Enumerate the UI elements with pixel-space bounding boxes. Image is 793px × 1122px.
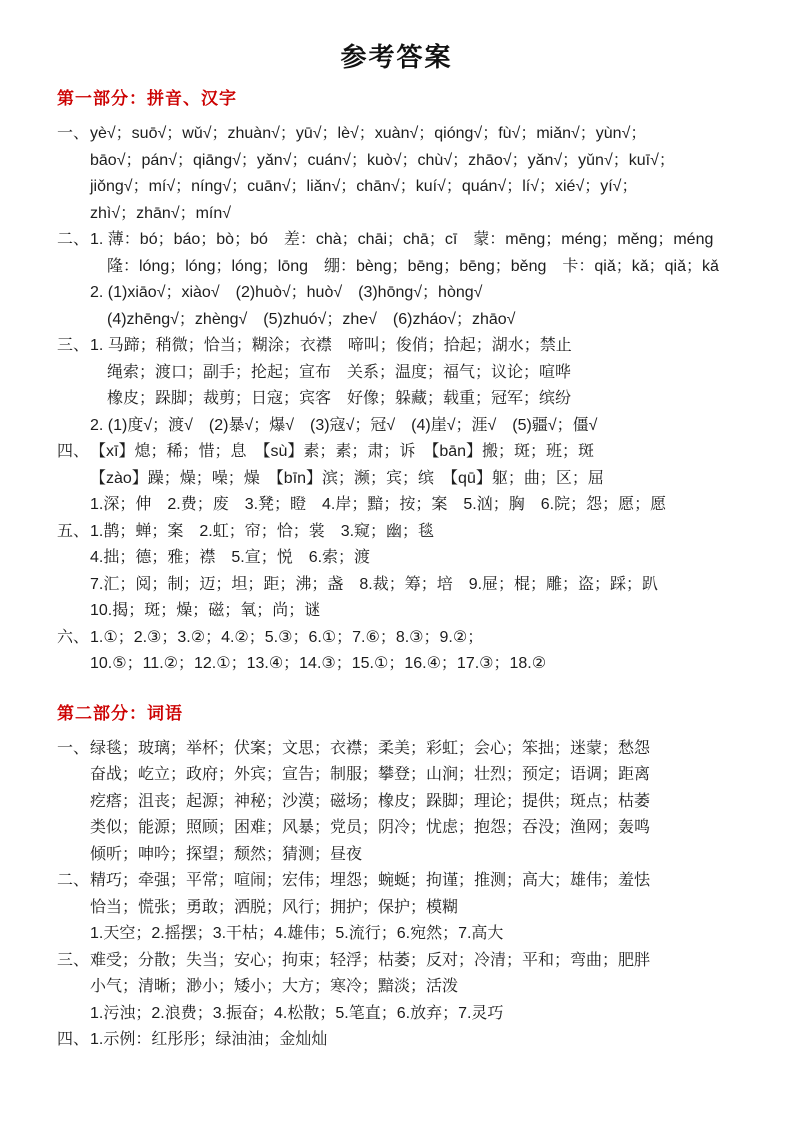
answer-line: bāo√；pán√；qiāng√；yǎn√；cuán√；kuò√；chù√；zhāo√；yǎn√；yǔn√；kuī√；: [90, 151, 675, 169]
section-label: 四、: [57, 443, 90, 460]
answer-line: 1. 马蹄；稍微；恰当；糊涂；衣襟 啼叫；俊俏；拾起；湖水；禁止: [90, 337, 572, 354]
section-lines: [90, 868, 753, 948]
answer-section: [57, 948, 753, 1028]
section-label: 二、: [57, 231, 90, 248]
section-lines: [90, 439, 753, 519]
answer-line: 1.鹊；蝉；案 2.虹；帘；恰；裳 3.窥；幽；毯: [90, 522, 435, 540]
answer-line: 隆：lóng；lóng；lóng；lōng 绷：bèng；bēng；bēng；běng 卡：qiǎ；kǎ；qiǎ；kǎ: [107, 257, 719, 275]
section-label: 一、: [57, 125, 90, 142]
section-lines: [90, 519, 753, 625]
section-label: 一、: [57, 739, 90, 757]
answer-line: zhì√；zhān√；mín√: [90, 204, 232, 222]
answer-line: 1.污浊；2.浪费；3.振奋；4.松散；5.笔直；6.放弃；7.灵巧: [90, 1004, 504, 1022]
answer-section: [57, 121, 753, 227]
part: [0, 89, 793, 678]
section-lines: [90, 227, 753, 333]
answer-line: 2. (1)xiāo√；xiào√ (2)huò√；huò√ (3)hōng√；hòng√: [90, 284, 483, 301]
answer-line: 【zào】躁；燥；噪；燥 【bīn】滨；濒；宾；缤 【qū】躯；曲；区；屈: [90, 469, 604, 487]
answer-line: 疙瘩；沮丧；起源；神秘；沙漠；磁场；橡皮；跺脚；理论；提供；斑点；枯萎: [90, 792, 651, 810]
document-body: [0, 89, 793, 1054]
answer-section: [57, 868, 753, 948]
answer-line: 1.深；伸 2.费；废 3.凳；瞪 4.岸；黯；按；案 5.汹；胸 6.院；怨；愿；愿: [90, 496, 667, 513]
section-lines: [90, 948, 753, 1028]
section-lines: [90, 1027, 753, 1054]
answer-line: 1.天空；2.摇摆；3.干枯；4.雄伟；5.流行；6.宛然；7.高大: [90, 925, 504, 942]
answer-line: 倾听；呻吟；探望；颓然；猜测；昼夜: [90, 845, 363, 863]
answer-line: 绳索；渡口；副手；抡起；宣布 关系；温度；福气；议论；喧哗: [107, 363, 572, 381]
section-label: 三、: [57, 337, 90, 354]
answer-line: 奋战；屹立；政府；外宾；宣告；制服；攀登；山涧；壮烈；预定；语调；距离: [90, 766, 651, 783]
answer-section: [57, 333, 753, 439]
answer-line: 【xī】熄；稀；惜；息 【sù】素；素；肃；诉 【bān】搬；斑；班；斑: [90, 443, 595, 460]
answer-line: 10.⑤；11.②；12.①；13.④；14.③；15.①；16.④；17.③；18.②: [90, 655, 547, 672]
answer-line: 小气；清晰；渺小；矮小；大方；寒冷；黯淡；活泼: [90, 978, 459, 995]
section-lines: [90, 333, 753, 439]
answer-section: [57, 736, 753, 869]
answer-line: 1.①；2.③；3.②；4.②；5.③；6.①；7.⑥；8.③；9.②；: [90, 628, 484, 646]
answer-line: 4.拙；德；雅；襟 5.宣；悦 6.索；渡: [90, 549, 371, 566]
section-label: 三、: [57, 951, 90, 969]
page-title: 参考答案: [340, 42, 453, 72]
section-lines: [90, 736, 753, 869]
answer-line: 绿毯；玻璃；举杯；伏案；文思；衣襟；柔美；彩虹；会心；笨拙；迷蒙；愁怨: [90, 739, 651, 757]
answer-line: 1.示例：红彤彤；绿油油；金灿灿: [90, 1031, 328, 1048]
section-label: 六、: [57, 628, 90, 646]
section-label: 二、: [57, 872, 90, 889]
answer-section: [57, 227, 753, 333]
part-body: [0, 121, 793, 678]
section-lines: [90, 625, 753, 678]
answer-line: 精巧；牵强；平常；喧闹；宏伟；埋怨；蜿蜒；拘谨；推测；高大；雄伟；羞怯: [90, 872, 651, 889]
answer-line: 类似；能源；照顾；困难；风暴；党员；阴冷；忧虑；抱怨；吞没；渔网；轰鸣: [90, 819, 651, 836]
answer-line: yè√；suō√；wǔ√；zhuàn√；yū√；lè√；xuàn√；qióng√；fù√；miǎn√；yùn√；: [90, 125, 647, 142]
section-label: 四、: [57, 1031, 90, 1048]
answer-line: 难受；分散；失当；安心；拘束；轻浮；枯萎；反对；冷清；平和；弯曲；肥胖: [90, 951, 651, 969]
answer-line: 橡皮；跺脚；裁剪；日寇；宾客 好像；躲藏；载重；冠军；缤纷: [107, 390, 572, 407]
answer-line: 7.汇；阅；制；迈；坦；距；沸；盏 8.裁；筹；培 9.屉；棍；雕；盗；踩；趴: [90, 575, 659, 593]
part-body: [0, 736, 793, 1054]
answer-section: [57, 439, 753, 519]
answer-line: jiǒng√；mí√；níng√；cuān√；liǎn√；chān√；kuí√；quán√；lí√；xié√；yí√；: [90, 178, 638, 195]
answer-line: 1. 薄：bó；báo；bò；bó 差：chà；chāi；chā；cī 蒙：mēng；méng；měng；méng: [90, 231, 714, 248]
part: [0, 704, 793, 1054]
answer-section: [57, 1027, 753, 1054]
part-heading: 第二部分：词语: [57, 703, 183, 723]
answer-line: 2. (1)度√；渡√ (2)暴√；爆√ (3)寇√；冠√ (4)崖√；涯√ (5)疆√；僵√: [90, 416, 598, 434]
section-lines: [90, 121, 753, 227]
section-label: 五、: [57, 522, 90, 540]
answer-line: 10.揭；斑；燥；磁；氧；尚；谜: [90, 602, 321, 619]
answer-line: (4)zhēng√；zhèng√ (5)zhuó√；zhe√ (6)zháo√；zhāo√: [107, 310, 516, 328]
answer-section: [57, 519, 753, 625]
part-heading: 第一部分：拼音、汉字: [57, 89, 237, 108]
answer-line: 恰当；慌张；勇敢；洒脱；风行；拥护；保护；模糊: [90, 898, 459, 916]
answer-section: [57, 625, 753, 678]
